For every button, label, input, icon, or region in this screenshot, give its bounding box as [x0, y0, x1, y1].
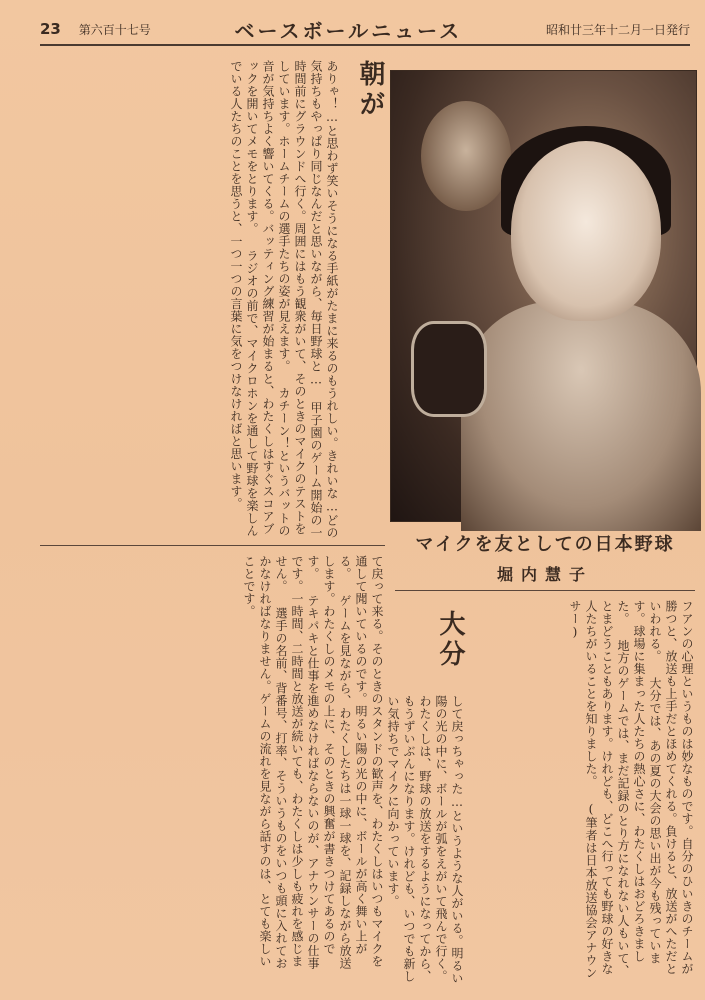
text-block-right: [470, 600, 695, 985]
text-paragraph: ありゃ！…と思わず笑いそうになる手紙がたまに来るのもうれしい。きれいな…どの気持ちもやっぱり同じなんだと思いながら、毎日野球と…: [309, 60, 339, 539]
text-paragraph: して戻っちゃった…というような人がいる。明るい陽の光の中に、ボールが弧をえがいて飛んで行く。: [434, 695, 464, 985]
text-paragraph: わたくしは、野球の放送をするようになってから、もうずいぶんになります。けれども、いつでも新しい気持ちでマイクに向かっています。: [386, 695, 432, 983]
photo-coat: [461, 301, 701, 531]
text-block-top-left: [40, 60, 340, 540]
photo-face: [511, 141, 661, 321]
text-paragraph: 甲子園のゲーム開始の一時間前にグラウンドへ行く。周囲にはもう観衆がいて、そのときのマイクのテストをしています。ホームチームの選手たちの姿が見えます。: [277, 60, 323, 539]
text-block-middle-left: [40, 555, 385, 975]
divider-right: [395, 590, 695, 591]
masthead: ベースボールニュース: [234, 18, 463, 43]
issue-number: 第六百十七号: [78, 23, 151, 37]
text-block-oita: [386, 695, 465, 985]
text-paragraph: ゲームを見ながら、わたくしたちは一球一球を、記録しながら放送します。わたくしのメモの上に、そのときの興奮が書きつけてあるのです。: [306, 555, 352, 970]
text-paragraph: て戻って来る。そのときのスタンドの歓声を、わたくしはいつもマイクを通して聞いているのです。明るい陽の光の中に、ボールが高く舞い上がる。: [338, 555, 384, 968]
header-left: [40, 20, 151, 38]
photo-man-figure: [421, 101, 511, 211]
page-header: [40, 14, 690, 46]
text-paragraph: テキパキと仕事を進めなければならないのが、アナウンサーの仕事です。一時間、二時間と放送が続いても、わたくしは少しも疲れを感じません。: [274, 555, 320, 970]
article-author: 堀内慧子: [496, 565, 593, 584]
text-paragraph: (筆者は日本放送協会アナウンサー): [568, 600, 598, 979]
photo-announcer: [390, 70, 697, 522]
text-paragraph: フアンの心理というものは妙なものです。自分のひいきのチームが勝つと、放送も上手だとほめてくれる。負けると、放送がへただといわれる。: [648, 600, 694, 975]
heading-oita: 大分: [435, 610, 465, 670]
heading-morning: 朝が: [355, 60, 385, 120]
text-paragraph: 大分では、あの夏の大会の思い出が今も残っています。球場に集まった人たちの熱心さに、わたくしはおどろきました。: [616, 600, 662, 965]
publication-date: 昭和廿三年十二月一日発行: [545, 22, 690, 37]
text-paragraph: 選手の名前、背番号、打率、そういうものをいつも頭に入れておかなければなりません。ゲームの流れを見ながら話すのは、とても楽しいことです。: [242, 555, 288, 970]
article-title: マイクを友としての日本野球: [415, 534, 675, 555]
divider-left: [40, 545, 385, 546]
page-number: 23: [40, 20, 61, 38]
photo-microphone: [411, 321, 487, 417]
text-paragraph: カチーン！というバットの音が気持ちよく響いてくる。バッティング練習が始まると、わたくしはすぐスコアブックを開いてメモをとります。: [245, 60, 291, 537]
text-paragraph: 地方のゲームでは、まだ記録のとり方になれない人もいて、とまどうこともあります。けれども、どこへ行っても野球の好きな人たちがいることを知りました。: [584, 600, 630, 977]
text-paragraph: ラジオの前で、マイクロホンを通して野球を楽しんでいる人たちのことを思うと、一つ一つの言葉に気をつけなければと思います。: [229, 60, 259, 537]
